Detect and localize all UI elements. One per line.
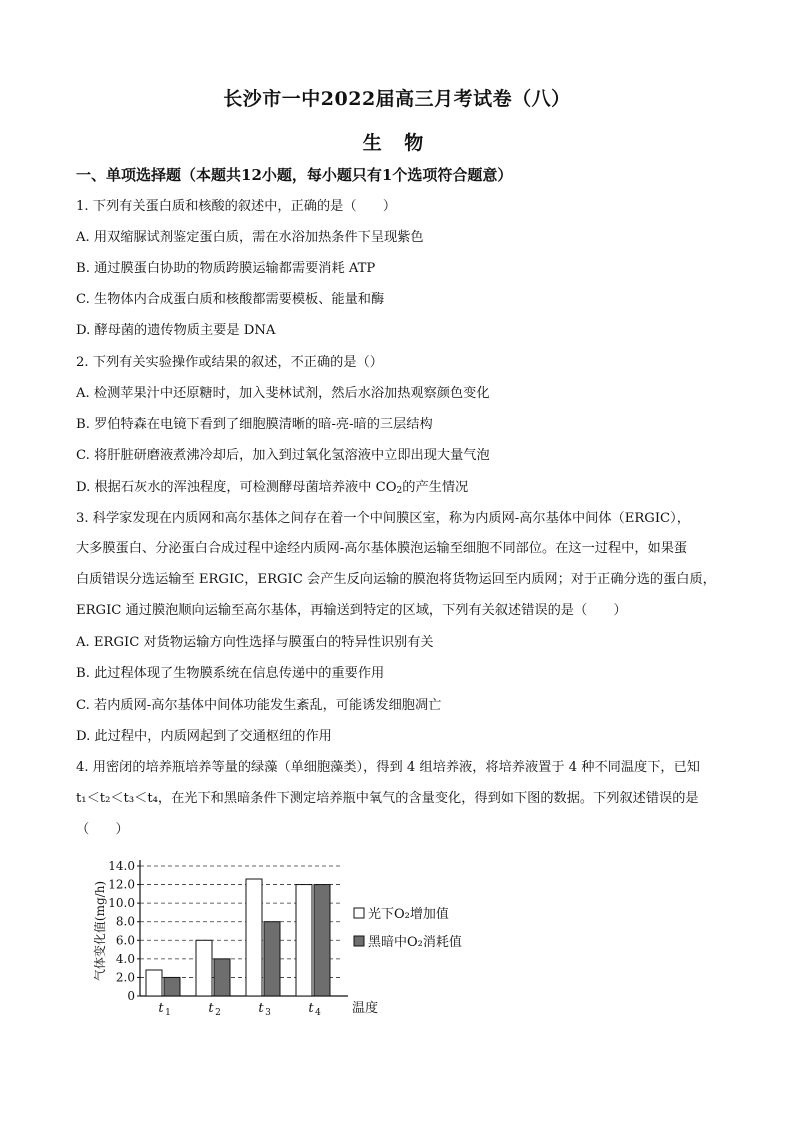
- bar-light-t4: [296, 885, 312, 996]
- y-tick-label: 2.0: [115, 970, 135, 985]
- q2-d-text: D. 根据石灰水的浑浊程度，可检测酵母菌培养液中 CO: [76, 480, 397, 495]
- question-3-option-c: C. 若内质网-高尔基体中间体功能发生紊乱，可能诱发细胞凋亡: [76, 698, 442, 713]
- y-tick-label: 6.0: [115, 933, 135, 948]
- bar-dark-t1: [164, 977, 180, 996]
- x-tick-subscript-t2: 2: [215, 1008, 221, 1018]
- bar-light-t1: [146, 970, 162, 996]
- exam-subject: 生 物: [362, 132, 432, 154]
- question-2-stem: 2. 下列有关实验操作或结果的叙述，不正确的是（）: [76, 355, 383, 370]
- x-tick-label-t1: t: [158, 1001, 164, 1016]
- bar-light-t3: [246, 879, 262, 996]
- question-1-option-d: D. 酵母菌的遗传物质主要是 DNA: [76, 323, 276, 338]
- question-2-option-a: A. 检测苹果汁中还原糖时，加入斐林试剂，然后水浴加热观察颜色变化: [76, 386, 490, 401]
- x-axis-label: 温度: [352, 1001, 379, 1016]
- question-3-line-2: 大多膜蛋白、分泌蛋白合成过程中途经内质网-高尔基体膜泡运输至细胞不同部位。在这一过程中，如果蛋: [76, 541, 688, 556]
- chart-svg: [88, 852, 488, 1022]
- bar-light-t2: [196, 940, 212, 996]
- question-3-option-b: B. 此过程体现了生物膜系统在信息传递中的重要作用: [76, 666, 385, 681]
- x-tick-label-t2: t: [208, 1001, 214, 1016]
- legend-label-0: 光下O₂增加值: [368, 907, 449, 922]
- question-3-line-1: 3. 科学家发现在内质网和高尔基体之间存在着一个中间膜区室，称为内质网-高尔基体中间体（ERGIC），: [76, 511, 690, 526]
- legend-label-1: 黑暗中O₂消耗值: [368, 935, 462, 950]
- q2-d-subscript: 2: [396, 486, 403, 496]
- question-4-line-1: 4. 用密闭的培养瓶培养等量的绿藻（单细胞藻类），得到 4 组培养液，将培养液置于 4 种不同温度下，已知: [76, 760, 700, 775]
- section-heading: 一、单项选择题（本题共12小题，每小题只有1个选项符合题意）: [76, 166, 513, 184]
- question-3-line-4: ERGIC 通过膜泡顺向运输至高尔基体，再输送到特定的区域，下列有关叙述错误的是（ ）: [76, 603, 627, 618]
- q2-d-text-end: 的产生情况: [402, 480, 469, 495]
- y-tick-label: 10.0: [108, 896, 135, 911]
- oxygen-bar-chart: [88, 852, 488, 1022]
- bar-dark-t2: [214, 959, 230, 996]
- x-tick-subscript-t3: 3: [265, 1008, 271, 1018]
- question-4-line-2: t₁＜t₂＜t₃＜t₄，在光下和黑暗条件下测定培养瓶中氧气的含量变化，得到如下图的数据。下列叙述错误的是: [76, 791, 699, 806]
- y-tick-label: 0: [127, 989, 135, 1003]
- y-tick-label: 4.0: [115, 951, 135, 966]
- question-1-option-a: A. 用双缩脲试剂鉴定蛋白质，需在水浴加热条件下呈现紫色: [76, 230, 424, 245]
- y-tick-label: 12.0: [108, 877, 135, 892]
- question-3-line-3: 白质错误分选运输至 ERGIC，ERGIC 会产生反向运输的膜泡将货物运回至内质网；对于正确分选的蛋白质，: [76, 572, 716, 587]
- x-tick-subscript-t4: 4: [315, 1008, 321, 1018]
- question-2-option-d: [76, 479, 468, 500]
- question-1-stem: 1. 下列有关蛋白质和核酸的叙述中，正确的是（ ）: [76, 199, 397, 214]
- x-tick-subscript-t1: 1: [165, 1008, 171, 1018]
- y-axis-label: 气体变化值(mg/h): [93, 880, 107, 982]
- question-3-option-d: D. 此过程中，内质网起到了交通枢纽的作用: [76, 729, 332, 744]
- x-tick-label-t4: t: [308, 1001, 314, 1016]
- question-1-option-b: B. 通过膜蛋白协助的物质跨膜运输都需要消耗 ATP: [76, 261, 376, 276]
- question-4-line-3: （ ）: [76, 822, 129, 837]
- question-2-option-c: C. 将肝脏研磨液煮沸冷却后，加入到过氧化氢溶液中立即出现大量气泡: [76, 448, 490, 463]
- question-1-option-c: C. 生物体内合成蛋白质和核酸都需要模板、能量和酶: [76, 292, 385, 307]
- question-3-option-a: A. ERGIC 对货物运输方向性选择与膜蛋白的特异性识别有关: [76, 635, 434, 650]
- legend-swatch-1: [354, 936, 364, 946]
- bar-dark-t4: [314, 885, 330, 996]
- bar-dark-t3: [264, 922, 280, 996]
- legend-swatch-0: [354, 908, 364, 918]
- y-tick-label: 14.0: [108, 859, 135, 873]
- exam-title: 长沙市一中2022届高三月考试卷（八）: [223, 88, 571, 110]
- y-tick-label: 8.0: [115, 914, 135, 929]
- question-2-option-b: B. 罗伯特森在电镜下看到了细胞膜清晰的暗-亮-暗的三层结构: [76, 417, 433, 432]
- x-tick-label-t3: t: [258, 1001, 264, 1016]
